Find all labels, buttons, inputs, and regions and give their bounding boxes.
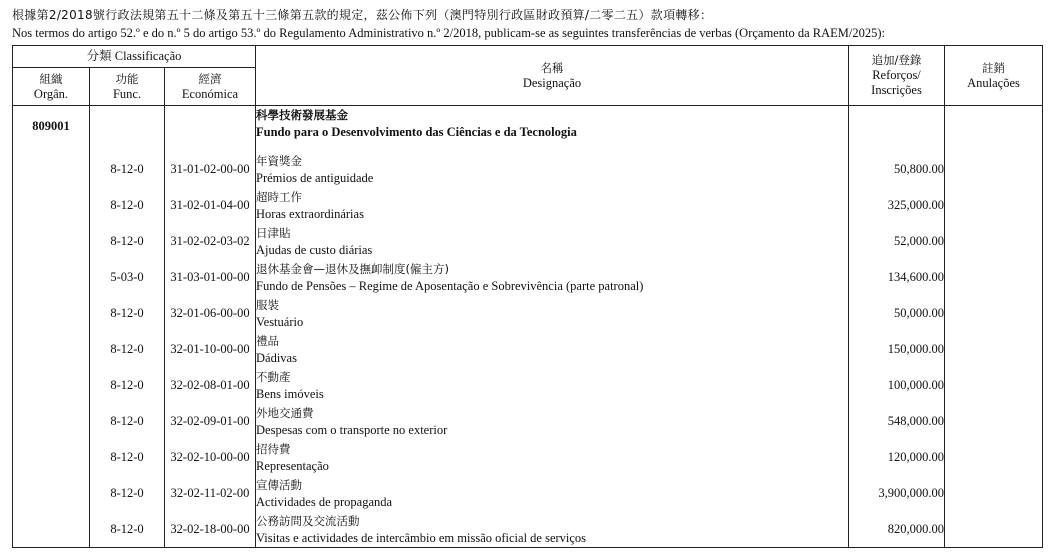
economic-code: 32-02-18-00-00 [165,511,256,548]
organ-designation-cell [256,106,849,152]
organ-header-zh: 組織 [39,71,63,86]
annulment-cell [945,511,1043,548]
economic-header-pt: Económica [181,86,239,101]
annulment-cell [945,331,1043,367]
organ-cell [13,367,90,403]
function-header-pt: Func. [112,86,142,101]
table-row [13,511,1043,548]
designation-zh: 年資獎金 [256,153,302,168]
organ-cell [13,295,90,331]
economic-code: 31-03-01-00-00 [165,259,256,295]
annulment-cell [945,367,1043,403]
reinforcement-header-zh: 追加/登錄 [871,53,922,67]
designation-pt: Despesas com o transporte no exterior [256,422,448,437]
economic-code: 32-01-06-00-00 [165,295,256,331]
annulment-cell [945,223,1043,259]
reinforcement-amount: 100,000.00 [849,367,945,403]
economic-code: 31-01-02-00-00 [165,151,256,187]
designation-pt: Dádivas [256,350,297,365]
organ-code-cell [13,106,90,152]
annulment-cell [945,187,1043,223]
designation-cell [256,259,849,295]
organ-header-pt: Orgân. [33,86,69,101]
function-code: 8-12-0 [90,511,165,548]
table-row [13,259,1043,295]
organ-header [13,68,90,106]
designation-pt: Fundo de Pensões – Regime de Aposentação e Sobrevivência (parte patronal) [256,278,644,293]
designation-header-pt: Designação [522,75,582,90]
table-row [13,439,1043,475]
designation-pt: Prémios de antiguidade [256,170,374,185]
organ-row [13,106,1043,152]
economic-code: 31-02-01-04-00 [165,187,256,223]
designation-zh: 退休基金會—退休及撫卹制度(僱主方) [256,261,449,276]
function-code: 8-12-0 [90,295,165,331]
designation-cell [256,331,849,367]
designation-zh: 禮品 [256,333,279,348]
table-row [13,475,1043,511]
reinforcement-amount: 50,800.00 [849,151,945,187]
designation-pt: Visitas e actividades de intercâmbio em missão oficial de serviços [256,530,587,545]
reinforcement-amount: 120,000.00 [849,439,945,475]
annulment-header [945,46,1043,106]
designation-cell [256,187,849,223]
designation-pt: Actividades de propaganda [256,494,393,509]
designation-header-zh: 名稱 [540,60,564,75]
reinforcement-amount: 50,000.00 [849,295,945,331]
reinforcement-amount: 134,600.00 [849,259,945,295]
designation-cell [256,475,849,511]
table-row [13,187,1043,223]
function-header [90,68,165,106]
economic-header-zh: 經濟 [198,71,222,86]
organ-cell [13,187,90,223]
organ-name-pt: Fundo para o Desenvolvimento das Ciências e da Tecnologia [256,125,577,139]
budget-transfer-table [12,45,1043,548]
designation-pt: Bens imóveis [256,386,324,401]
economic-code: 31-02-02-03-02 [165,223,256,259]
reinforcement-header [849,46,945,106]
function-code: 8-12-0 [90,403,165,439]
organ-cell [13,259,90,295]
economic-code: 32-02-09-01-00 [165,403,256,439]
designation-pt: Representação [256,458,329,473]
function-code: 5-03-0 [90,259,165,295]
annulment-cell [945,151,1043,187]
intro-text-chinese: 根據第2/2018號行政法規第五十二條及第五十三條第五款的規定，茲公佈下列（澳門特別行政區財政預算/二零二五）款項轉移： [12,8,713,22]
function-code: 8-12-0 [90,223,165,259]
table-row [13,403,1043,439]
designation-cell [256,367,849,403]
table-row [13,151,1043,187]
economic-code: 32-02-11-02-00 [165,475,256,511]
annulment-cell [945,439,1043,475]
annulment-cell [945,403,1043,439]
organ-name-zh: 科學技術發展基金 [256,108,348,122]
classification-group-header: 分類 Classificação [13,46,256,68]
designation-pt: Ajudas de custo diárias [256,242,373,257]
reinforcement-amount: 52,000.00 [849,223,945,259]
designation-cell [256,151,849,187]
reinforcement-amount: 150,000.00 [849,331,945,367]
organ-cell [13,331,90,367]
designation-cell [256,511,849,548]
organ-cell [13,223,90,259]
designation-pt: Horas extraordinárias [256,206,364,221]
intro-text-portuguese: Nos termos do artigo 52.º e do n.º 5 do artigo 53.º do Regulamento Administrativo n.º 2/2018, publicam-se as seguintes transferências de verbas (Orçamento da RAEM/2025): [12,26,885,40]
annulment-cell [945,295,1043,331]
designation-cell [256,295,849,331]
organ-cell [13,151,90,187]
table-row [13,367,1043,403]
function-code: 8-12-0 [90,475,165,511]
economic-header [165,68,256,106]
economic-code: 32-02-10-00-00 [165,439,256,475]
designation-cell [256,403,849,439]
organ-cell [13,475,90,511]
function-code: 8-12-0 [90,439,165,475]
table-row [13,331,1043,367]
organ-cell [13,511,90,548]
function-code: 8-12-0 [90,367,165,403]
function-code: 8-12-0 [90,331,165,367]
designation-zh: 超時工作 [256,189,302,204]
reinforcement-header-pt2: Inscrições [871,83,922,97]
table-row [13,295,1043,331]
function-code: 8-12-0 [90,151,165,187]
designation-zh: 宣傳活動 [256,477,302,492]
annulment-cell [945,259,1043,295]
reinforcement-amount: 548,000.00 [849,403,945,439]
reinforcement-amount: 3,900,000.00 [849,475,945,511]
designation-cell [256,439,849,475]
designation-zh: 公務訪問及交流活動 [256,513,360,528]
function-code: 8-12-0 [90,187,165,223]
reinforcement-header-pt1: Reforços/ [872,68,921,82]
table-row [13,223,1043,259]
function-cell [90,106,165,152]
function-header-zh: 功能 [115,71,139,86]
economic-code: 32-02-08-01-00 [165,367,256,403]
reinforcement-cell [849,106,945,152]
organ-cell [13,439,90,475]
organ-cell [13,403,90,439]
organ-code: 809001 [32,119,70,133]
designation-zh: 服裝 [256,297,279,312]
reinforcement-amount: 325,000.00 [849,187,945,223]
designation-pt: Vestuário [256,314,304,329]
economic-cell [165,106,256,152]
designation-zh: 外地交通費 [256,405,314,420]
economic-code: 32-01-10-00-00 [165,331,256,367]
designation-zh: 不動產 [256,369,291,384]
annulment-cell [945,106,1043,152]
annulment-cell [945,475,1043,511]
designation-zh: 日津貼 [256,225,291,240]
reinforcement-amount: 820,000.00 [849,511,945,548]
designation-cell [256,223,849,259]
designation-header [256,46,849,106]
annulment-header-pt: Anulações [967,75,1020,90]
annulment-header-zh: 註銷 [982,60,1005,75]
designation-zh: 招待費 [256,441,291,456]
